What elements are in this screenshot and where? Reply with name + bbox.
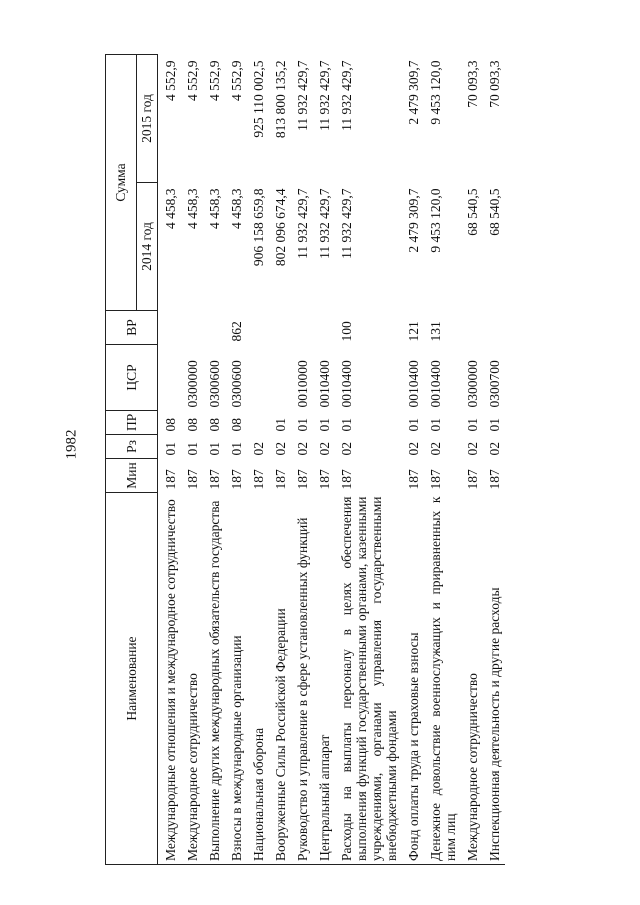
row-min: 187 <box>207 469 222 490</box>
row-csr: 0300700 <box>487 360 502 408</box>
row-sum-2015: 813 800 135,2 <box>273 60 288 139</box>
row-pr: 01 <box>339 418 354 432</box>
row-vr <box>158 311 182 345</box>
row-sum-2014: 11 932 429,7 <box>339 188 354 259</box>
row-sum-2014: 4 458,3 <box>229 188 244 229</box>
row-rz: 01 <box>207 442 222 456</box>
row-name: Руководство и управление в сфере установленных функций <box>291 493 313 865</box>
row-csr: 0010400 <box>317 360 332 408</box>
table-row <box>225 54 247 864</box>
row-pr: 08 <box>163 418 178 432</box>
budget-table-wrapper <box>105 55 585 865</box>
row-sum-2014: 906 158 659,8 <box>251 188 266 267</box>
row-name: Вооруженные Силы Российской Федерации <box>269 493 291 865</box>
row-min: 187 <box>465 469 480 490</box>
row-pr: 01 <box>487 418 502 432</box>
row-min: 187 <box>273 469 288 490</box>
row-rz: 02 <box>317 442 332 456</box>
row-name: Международные отношения и международное сотрудничество <box>158 493 182 865</box>
row-csr: 0300600 <box>207 360 222 408</box>
row-sum-2014: 4 458,3 <box>163 188 178 229</box>
header-csr: ЦСР <box>106 345 158 411</box>
table-row <box>203 54 225 864</box>
header-min: Мин <box>106 459 158 493</box>
row-pr: 08 <box>207 418 222 432</box>
row-sum-2015: 925 110 002,5 <box>251 60 266 138</box>
row-sum-2014: 4 458,3 <box>207 188 222 229</box>
row-sum-2015: 11 932 429,7 <box>339 60 354 131</box>
row-min: 187 <box>406 469 421 490</box>
table-row <box>181 54 203 864</box>
row-vr: 131 <box>428 321 443 342</box>
page-number: 1982 <box>63 429 80 460</box>
table-row <box>247 54 269 864</box>
row-sum-2015: 9 453 120,0 <box>428 60 443 125</box>
row-sum-2015: 70 093,3 <box>487 60 502 108</box>
row-name: Международное сотрудничество <box>461 493 483 865</box>
row-min: 187 <box>428 469 443 490</box>
row-name: Центральный аппарат <box>313 493 335 865</box>
header-vr: ВР <box>106 311 158 345</box>
row-pr <box>247 411 269 435</box>
row-name: Фонд оплаты труда и страховые взносы <box>402 493 424 865</box>
row-vr <box>291 311 313 345</box>
row-csr: 0300000 <box>465 360 480 408</box>
row-pr: 01 <box>406 418 421 432</box>
header-rz: Рз <box>106 435 158 459</box>
row-sum-2015: 4 552,9 <box>185 60 200 101</box>
table-row <box>158 54 182 864</box>
row-rz: 02 <box>428 442 443 456</box>
table-header <box>106 54 158 864</box>
row-csr: 0300600 <box>229 360 244 408</box>
row-sum-2014: 68 540,5 <box>487 188 502 236</box>
row-rz: 01 <box>229 442 244 456</box>
table-row <box>483 54 505 864</box>
header-2015: 2015 год <box>137 54 158 182</box>
row-name: Взносы в международные организации <box>225 493 247 865</box>
row-name: Международное сотрудничество <box>181 493 203 865</box>
row-csr <box>158 345 182 411</box>
row-name: Денежное довольствие военнослужащих и приравненных к ним лиц <box>424 493 461 865</box>
row-min: 187 <box>185 469 200 490</box>
row-vr: 121 <box>406 321 421 342</box>
row-vr <box>313 311 335 345</box>
header-sum: Сумма <box>106 54 137 310</box>
row-sum-2014: 4 458,3 <box>185 188 200 229</box>
row-pr: 01 <box>273 418 288 432</box>
row-min: 187 <box>487 469 502 490</box>
row-rz: 02 <box>406 442 421 456</box>
row-vr <box>181 311 203 345</box>
row-min: 187 <box>163 469 178 490</box>
row-rz: 02 <box>295 442 310 456</box>
row-min: 187 <box>317 469 332 490</box>
row-csr: 0010400 <box>428 360 443 408</box>
row-csr: 0300000 <box>185 360 200 408</box>
row-sum-2015: 11 932 429,7 <box>317 60 332 131</box>
row-rz: 02 <box>339 442 354 456</box>
row-vr: 100 <box>339 321 354 342</box>
row-vr <box>247 311 269 345</box>
row-sum-2014: 9 453 120,0 <box>428 188 443 253</box>
table-row <box>402 54 424 864</box>
row-name: Расходы на выплаты персоналу в целях обеспечения выполнения функций государственными органами, казенными учреждениями, органами управления государственными внебюджетными фондами <box>335 493 402 865</box>
row-name: Выполнение других международных обязательств государства <box>203 493 225 865</box>
row-sum-2015: 11 932 429,7 <box>295 60 310 131</box>
row-sum-2015: 4 552,9 <box>163 60 178 101</box>
row-rz: 01 <box>163 442 178 456</box>
row-min: 187 <box>251 469 266 490</box>
row-vr <box>483 311 505 345</box>
row-csr: 0010000 <box>295 360 310 408</box>
row-rz: 02 <box>273 442 288 456</box>
row-pr: 01 <box>317 418 332 432</box>
row-vr: 862 <box>229 321 244 342</box>
table-row <box>291 54 313 864</box>
row-csr: 0010400 <box>339 360 354 408</box>
header-name: Наименование <box>106 493 158 865</box>
row-csr: 0010400 <box>406 360 421 408</box>
row-min: 187 <box>339 469 354 490</box>
header-2014: 2014 год <box>137 183 158 311</box>
row-sum-2014: 2 479 309,7 <box>406 188 421 253</box>
row-pr: 08 <box>185 418 200 432</box>
row-vr <box>203 311 225 345</box>
row-vr <box>269 311 291 345</box>
row-sum-2014: 802 096 674,4 <box>273 188 288 267</box>
row-pr: 01 <box>428 418 443 432</box>
table-body <box>158 54 506 864</box>
row-sum-2015: 70 093,3 <box>465 60 480 108</box>
row-min: 187 <box>229 469 244 490</box>
row-vr <box>461 311 483 345</box>
row-sum-2014: 11 932 429,7 <box>295 188 310 259</box>
table-row <box>313 54 335 864</box>
row-sum-2014: 68 540,5 <box>465 188 480 236</box>
row-sum-2015: 4 552,9 <box>229 60 244 101</box>
row-rz: 02 <box>251 442 266 456</box>
row-rz: 02 <box>465 442 480 456</box>
row-sum-2015: 2 479 309,7 <box>406 60 421 125</box>
row-csr <box>247 345 269 411</box>
table-row <box>335 54 402 864</box>
budget-table <box>105 54 505 865</box>
row-sum-2015: 4 552,9 <box>207 60 222 101</box>
row-rz: 02 <box>487 442 502 456</box>
table-row <box>424 54 461 864</box>
row-pr: 01 <box>465 418 480 432</box>
row-rz: 01 <box>185 442 200 456</box>
table-row <box>461 54 483 864</box>
row-name: Инспекционная деятельность и другие расходы <box>483 493 505 865</box>
row-name: Национальная оборона <box>247 493 269 865</box>
header-pr: ПР <box>106 411 158 435</box>
table-row <box>269 54 291 864</box>
row-sum-2014: 11 932 429,7 <box>317 188 332 259</box>
row-pr: 08 <box>229 418 244 432</box>
row-min: 187 <box>295 469 310 490</box>
row-pr: 01 <box>295 418 310 432</box>
row-csr <box>269 345 291 411</box>
